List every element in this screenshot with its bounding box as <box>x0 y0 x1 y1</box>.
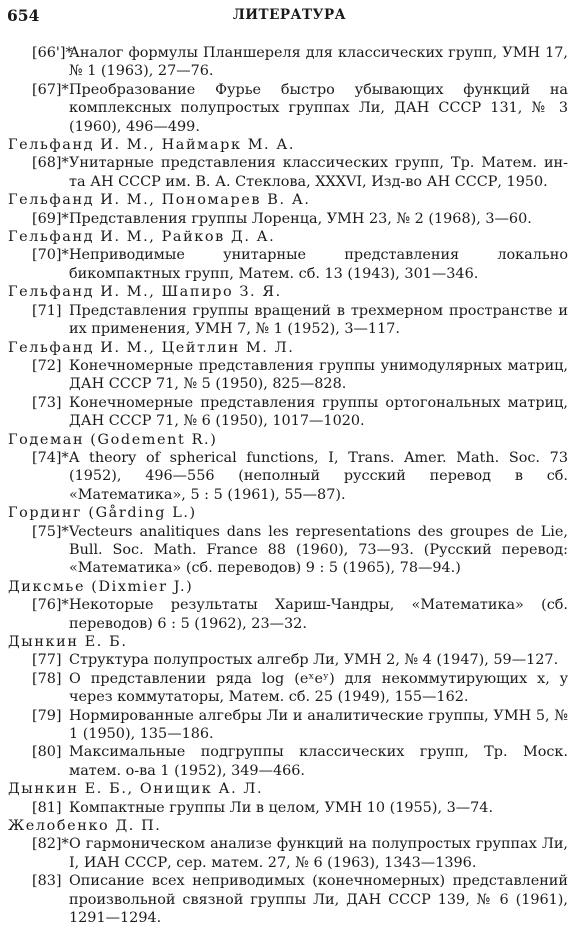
reference-number: [73] <box>32 394 62 411</box>
reference-number: [70]* <box>32 247 69 264</box>
bibliography-entry <box>8 394 568 431</box>
reference-text: Компактные группы Ли в целом, УМН 10 (1955), 3—74. <box>69 799 494 816</box>
bibliography-entry <box>8 707 568 744</box>
bibliography-entry <box>8 872 568 927</box>
bibliography-entry <box>8 651 568 669</box>
author-heading: Годеман (Godement R.) <box>8 431 218 448</box>
author-heading: Гординг (Gårding L.) <box>8 505 197 522</box>
reference-number: [78] <box>32 670 62 687</box>
bibliography-entry <box>8 596 568 633</box>
reference-text: О гармоническом анализе функций на полупростых группах Ли, I, ИАН СССР, сер. матем. 27, № 6 (1963), 1343—1396. <box>69 836 568 871</box>
reference-text: Некоторые результаты Хариш-Чандры, «Математика» (сб. переводов) 6 : 5 (1962), 23—32. <box>69 597 568 632</box>
reference-text: Нормированные алгебры Ли и аналитические группы, УМН 5, № 1 (1950), 135—186. <box>69 707 568 743</box>
reference-text: Представления группы вращений в трехмерном пространстве и их применения, УМН 7, № 1 (1952), 3—117. <box>69 302 568 338</box>
reference-number: [72] <box>32 357 62 374</box>
reference-text: Представления группы Лоренца, УМН 23, № 2 (1968), 3—60. <box>69 210 532 227</box>
page-number: 654 <box>7 6 40 25</box>
bibliography-entry <box>8 799 568 817</box>
reference-number: [77] <box>32 652 62 669</box>
reference-text: О представлении ряда log (eˣeʸ) для некоммутирующих x, y через коммутаторы, Матем. сб. 25 (1949), 155—162. <box>69 670 568 706</box>
reference-text: A theory of spherical functions, I, Trans. Amer. Math. Soc. 73 (1952), 496—556 (неполный русский перевод в сб. «Математика», 5 : 5 (1961), 55—87). <box>69 449 568 503</box>
author-heading: Дынкин Е. Б. <box>8 634 128 650</box>
reference-number: [68]* <box>32 155 69 172</box>
bibliography-entry <box>8 743 568 780</box>
reference-number: [69]* <box>32 210 69 227</box>
bibliography-entry <box>8 449 568 504</box>
reference-number: [81] <box>32 799 62 816</box>
reference-text: Максимальные подгруппы классических групп, Тр. Моск. матем. о-ва 1 (1952), 349—466. <box>69 744 568 779</box>
author-heading: Гельфанд И. М., Наймарк М. А. <box>8 137 296 154</box>
author-heading: Гельфанд И. М., Цейтлин М. Л. <box>8 339 295 356</box>
reference-text: Vecteurs analitiques dans les representations des groupes de Lie, Bull. Soc. Math. France 88 (1960), 73—93. (Русский перевод: «Математика» (сб. переводов) 9 : 5 (1965), 78—94.) <box>69 523 568 577</box>
bibliography-entry <box>8 357 568 394</box>
bibliography-entry <box>8 210 568 228</box>
reference-text: Описание всех неприводимых (конечномерных) представлений произвольной связной группы Ли, ДАН СССР 139, № 6 (1961), 1291—1294. <box>69 873 568 927</box>
reference-text: Конечномерные представления группы ортогональных матриц, ДАН СССР 71, № 6 (1950), 1017—1020. <box>69 394 568 430</box>
reference-text: Преобразование Фурье быстро убывающих функций на комплексных полупростых группах Ли, ДАН СССР 131, № 3 (1960), 496—499. <box>69 81 568 135</box>
reference-text: Аналог формулы Планшереля для классических групп, УМН 17, № 1 (1963), 27—76. <box>69 45 568 80</box>
bibliography-entry <box>8 302 568 339</box>
reference-text: Структура полупростых алгебр Ли, УМН 2, № 4 (1947), 59—127. <box>69 652 559 669</box>
reference-number: [75]* <box>32 523 69 540</box>
reference-number: [74]* <box>32 449 69 466</box>
reference-number: [67]* <box>32 81 69 98</box>
reference-number: [66']* <box>32 45 73 61</box>
author-heading: Гельфанд И. М., Шапиро З. Я. <box>8 284 282 301</box>
author-heading: Желобенко Д. П. <box>8 818 162 835</box>
author-heading: Гельфанд И. М., Райков Д. А. <box>8 229 276 246</box>
reference-text: Унитарные представления классических групп, Тр. Матем. ин-та АН СССР им. В. А. Стеклова, XXXVI, Изд-во АН СССР, 1950. <box>69 155 568 190</box>
bibliography-entry <box>8 835 568 872</box>
reference-number: [71] <box>32 302 62 319</box>
author-heading: Дынкин Е. Б., Онищик А. Л. <box>8 781 264 798</box>
bibliography-list <box>8 44 568 928</box>
reference-number: [82]* <box>32 836 69 853</box>
bibliography-entry <box>8 670 568 707</box>
author-heading: Диксмье (Dixmier J.) <box>8 578 194 595</box>
reference-text: Конечномерные представления группы унимодулярных матриц, ДАН СССР 71, № 5 (1950), 825—828. <box>69 357 568 393</box>
bibliography-entry <box>8 81 568 136</box>
running-head: ЛИТЕРАТУРА <box>232 7 347 23</box>
bibliography-entry <box>8 154 568 191</box>
author-heading: Гельфанд И. М., Пономарев В. А. <box>8 192 311 209</box>
bibliography-entry <box>8 246 568 283</box>
bibliography-entry <box>8 44 568 81</box>
reference-text: Неприводимые унитарные представления локально бикомпактных групп, Матем. сб. 13 (1943), 301—346. <box>69 247 568 282</box>
reference-number: [80] <box>32 744 62 761</box>
reference-number: [79] <box>32 707 62 724</box>
page-header <box>7 6 572 28</box>
bibliography-entry <box>8 523 568 578</box>
reference-number: [76]* <box>32 597 69 614</box>
reference-number: [83] <box>32 873 62 890</box>
